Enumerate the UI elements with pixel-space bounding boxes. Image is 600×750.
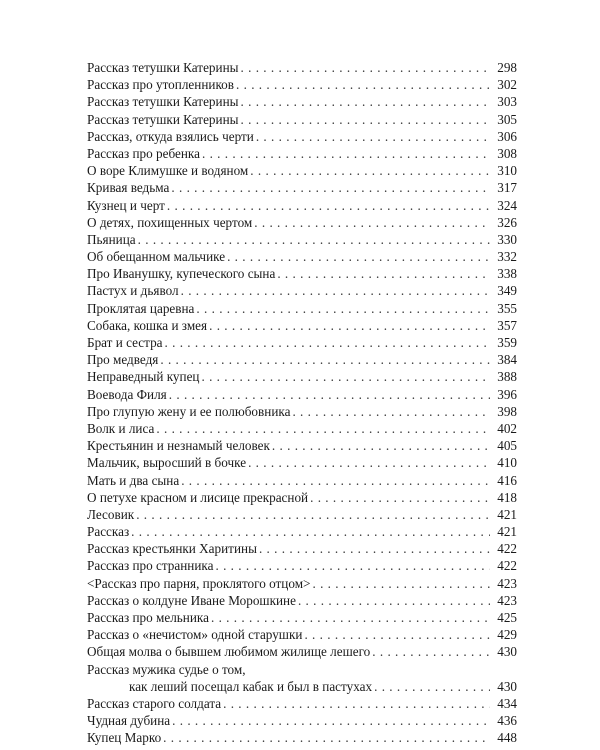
toc-entry-title: Лесовик <box>87 506 135 522</box>
toc-entry-title: Собака, кошка и змея <box>87 317 208 333</box>
toc-entry-page: 430 <box>497 644 517 660</box>
toc-entry-title: Рассказ старого солдата <box>87 695 222 711</box>
toc-entry <box>87 351 517 368</box>
toc-entry-title: Про медведя <box>87 352 159 368</box>
toc-entry-page: 332 <box>497 249 517 265</box>
toc-entry-title: Об обещанном мальчике <box>87 249 226 265</box>
toc-entry <box>87 282 517 299</box>
toc-entry <box>87 437 517 454</box>
toc-leader-dots <box>160 351 490 368</box>
toc-leader-dots <box>372 643 490 660</box>
toc-entry-page: 302 <box>497 77 517 93</box>
toc-entry-title: Рассказ про ребенка <box>87 145 200 161</box>
toc-entry-title: Рассказ <box>87 524 130 540</box>
toc-leader-dots <box>163 729 490 746</box>
toc-leader-dots <box>248 454 490 471</box>
toc-entry-page: 308 <box>497 145 517 161</box>
toc-entries <box>87 695 517 747</box>
toc-entry <box>87 609 517 626</box>
toc-leader-dots <box>156 420 490 437</box>
toc-entry-page: 310 <box>497 163 517 179</box>
toc-entry-page: 324 <box>497 197 517 213</box>
toc-entry-title: О петухе красном и лисице прекрасной <box>87 489 309 505</box>
toc-entry <box>87 128 517 145</box>
toc-leader-dots <box>201 368 490 385</box>
toc-entry <box>87 300 517 317</box>
toc-entry-page: 330 <box>497 231 517 247</box>
toc-entry <box>87 214 517 231</box>
toc-entry <box>87 403 517 420</box>
toc-leader-dots <box>165 334 490 351</box>
toc-entry <box>87 145 517 162</box>
toc-entry-page: 349 <box>497 283 517 299</box>
toc-entry-title: Кривая ведьма <box>87 180 170 196</box>
toc-entry-title: Неправедный купец <box>87 369 200 385</box>
toc-entry-page: 338 <box>497 266 517 282</box>
toc-entry <box>87 592 517 609</box>
toc-entry-page: 430 <box>497 678 517 694</box>
toc-leader-dots <box>136 506 490 523</box>
toc-entry-page: 410 <box>497 455 517 471</box>
toc-entry <box>87 540 517 557</box>
toc-entry <box>87 59 517 76</box>
toc-entry-title: Волк и лиса <box>87 420 155 436</box>
toc-entry <box>87 231 517 248</box>
toc-entry-title: Купец Марко <box>87 730 162 746</box>
toc-entry <box>87 575 517 592</box>
toc-entry-title: Воевода Филя <box>87 386 167 402</box>
toc-leader-dots <box>298 592 490 609</box>
toc-leader-dots <box>172 712 490 729</box>
toc-leader-dots <box>211 609 490 626</box>
toc-entry-title: Брат и сестра <box>87 335 163 350</box>
toc-entry-page: 388 <box>497 369 517 385</box>
toc-leader-dots <box>236 76 490 93</box>
toc-entry-page: 306 <box>497 128 517 144</box>
toc-entry <box>87 368 517 385</box>
toc-entry-title: Про Иванушку, купеческого сына <box>87 266 276 282</box>
toc-entry <box>87 76 517 93</box>
toc-leader-dots <box>181 472 490 489</box>
toc-entry-title: Про глупую жену и ее полюбовника <box>87 403 291 419</box>
toc-leader-dots <box>250 162 490 179</box>
toc-entry-title: Рассказ тетушки Катерины <box>87 111 239 127</box>
toc-entry-page: 418 <box>497 489 517 505</box>
toc-entry-title: Пастух и дьявол <box>87 283 179 299</box>
toc-entry-title: Рассказ тетушки Катерины <box>87 94 239 110</box>
toc-entry-page: 423 <box>497 575 517 591</box>
toc-entry-title: Крестьянин и незнамый человек <box>87 438 270 454</box>
toc-entry <box>87 420 517 437</box>
toc-leader-dots <box>310 489 490 506</box>
toc-entry-page: 405 <box>497 438 517 454</box>
toc-entry-title: Общая молва о бывшем любимом жилище лешего <box>87 644 371 660</box>
toc-entry-page: 303 <box>497 94 517 110</box>
toc-entry <box>87 334 517 351</box>
toc-leader-dots <box>171 179 490 196</box>
toc-entries <box>87 59 517 661</box>
toc-leader-dots <box>196 300 490 317</box>
toc-entry-page: 359 <box>497 335 517 350</box>
table-of-contents <box>87 59 517 747</box>
toc-entry-page: 436 <box>497 713 517 729</box>
toc-entry-title: Рассказ мужика судье о том, <box>87 661 246 677</box>
toc-entry-page: 298 <box>497 60 517 75</box>
toc-entry-page: 317 <box>497 180 517 196</box>
toc-leader-dots <box>131 523 490 540</box>
toc-entry-title: Рассказ о колдуне Иване Морошкине <box>87 592 296 608</box>
toc-entry-page: 326 <box>497 214 517 230</box>
toc-entry-title: Мальчик, выросший в бочке <box>87 455 247 471</box>
toc-entry-title: Чудная дубина <box>87 713 171 729</box>
toc-entry-title: Рассказ про утопленников <box>87 77 234 93</box>
toc-leader-dots <box>277 265 490 282</box>
toc-leader-dots <box>209 317 490 334</box>
toc-entry-title: Проклятая царевна <box>87 300 195 316</box>
toc-entry <box>87 489 517 506</box>
toc-entry <box>87 162 517 179</box>
toc-entry-title: О воре Климушке и водяном <box>87 163 249 179</box>
toc-entry-title: Рассказ тетушки Катерины <box>87 60 239 75</box>
toc-entry-page: 396 <box>497 386 517 402</box>
toc-entry-page: 305 <box>497 111 517 127</box>
toc-entry-title: Пьяница <box>87 231 136 247</box>
toc-entry <box>87 179 517 196</box>
toc-leader-dots <box>304 626 490 643</box>
toc-entry <box>87 661 517 678</box>
toc-entry-page: 422 <box>497 558 517 574</box>
toc-leader-dots <box>215 557 490 574</box>
toc-leader-dots <box>241 93 491 110</box>
toc-entry <box>87 712 517 729</box>
toc-leader-dots <box>312 575 490 592</box>
toc-entry <box>87 626 517 643</box>
toc-entry-title: Мать и два сына <box>87 472 180 488</box>
toc-entry-page: 355 <box>497 300 517 316</box>
toc-entry-page: 423 <box>497 592 517 608</box>
toc-leader-dots <box>241 59 491 76</box>
toc-entry-page: 357 <box>497 317 517 333</box>
toc-leader-dots <box>227 248 490 265</box>
toc-entry-title: О детях, похищенных чертом <box>87 214 253 230</box>
toc-entry <box>87 729 517 746</box>
toc-entry-title: Рассказ крестьянки Харитины <box>87 541 257 557</box>
toc-leader-dots <box>256 128 490 145</box>
toc-entry <box>87 557 517 574</box>
toc-entry-title: Рассказ о «нечистом» одной старушки <box>87 627 303 643</box>
toc-entry-page: 448 <box>497 730 517 746</box>
toc-leader-dots <box>374 678 490 695</box>
toc-leader-dots <box>241 111 491 128</box>
toc-leader-dots <box>167 197 490 214</box>
toc-entry-title: Рассказ, откуда взялись черти <box>87 128 254 144</box>
toc-entry-title: Кузнец и черт <box>87 197 165 213</box>
toc-entry-title: как леший посещал кабак и был в пастухах <box>129 678 373 694</box>
toc-leader-dots <box>259 540 490 557</box>
toc-entry <box>87 111 517 128</box>
toc-entry-page: 421 <box>497 524 517 540</box>
toc-entry-page: 425 <box>497 610 517 625</box>
toc-entry-title: <Рассказ про парня, проклятого отцом> <box>87 575 311 591</box>
toc-entry-page: 434 <box>497 695 517 711</box>
toc-entry-page: 429 <box>497 627 517 643</box>
toc-leader-dots <box>202 145 490 162</box>
toc-leader-dots <box>169 386 490 403</box>
toc-entry <box>87 643 517 660</box>
toc-entry <box>87 386 517 403</box>
toc-entry-page: 384 <box>497 352 517 368</box>
toc-leader-dots <box>223 695 490 712</box>
toc-entry-continuation <box>87 678 517 695</box>
toc-leader-dots <box>292 403 490 420</box>
toc-leader-dots <box>181 282 490 299</box>
toc-entry <box>87 472 517 489</box>
toc-entry <box>87 523 517 540</box>
toc-entry-title: Рассказ про мельника <box>87 610 209 625</box>
toc-entry <box>87 265 517 282</box>
toc-entry-page: 398 <box>497 403 517 419</box>
toc-entry <box>87 93 517 110</box>
toc-entry-page: 416 <box>497 472 517 488</box>
toc-entry <box>87 695 517 712</box>
toc-entry <box>87 454 517 471</box>
toc-entry <box>87 197 517 214</box>
toc-leader-dots <box>254 214 490 231</box>
toc-entry <box>87 506 517 523</box>
toc-leader-dots <box>272 437 490 454</box>
toc-entry-title: Рассказ про странника <box>87 558 214 574</box>
toc-entry <box>87 317 517 334</box>
toc-entry-page: 422 <box>497 541 517 557</box>
toc-entry-page: 402 <box>497 420 517 436</box>
toc-entry-page: 421 <box>497 506 517 522</box>
toc-leader-dots <box>138 231 490 248</box>
toc-entry <box>87 248 517 265</box>
